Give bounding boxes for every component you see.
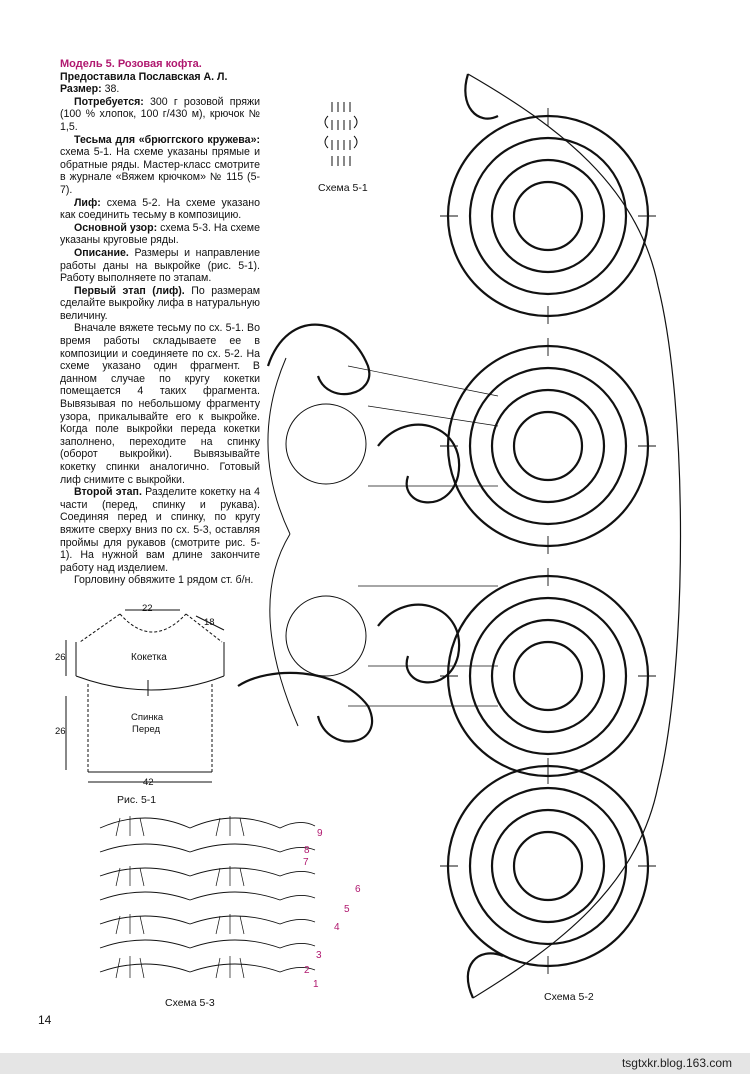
schema-5-3-diagram <box>90 808 320 990</box>
pattern-dim-side: 18 <box>204 617 215 628</box>
row-number: 5 <box>344 904 350 915</box>
pattern-dim-left-1: 26 <box>55 652 66 663</box>
pattern-dim-bottom: 42 <box>143 777 154 788</box>
tape-paragraph: Тесьма для «брюггского кружева»: схема 5-1. На схеме указаны прямые и обратные ряды. Мастер-класс смотрите в журнале «Вяжем крючком» № 115 (5-7). <box>60 133 260 196</box>
neckline-paragraph: Горловину обвяжите 1 рядом ст. б/н. <box>74 574 254 587</box>
bodice-paragraph: Лиф: схема 5-2. На схеме указано как соединить тесьму в композицию. <box>60 196 260 222</box>
row-number: 6 <box>355 884 361 895</box>
schema-5-2-label: Схема 5-2 <box>544 991 594 1003</box>
materials-paragraph: Потребуется: 300 г розовой пряжи (100 % хлопок, 100 г/430 м), крючок № 1,5. <box>60 95 260 133</box>
row-number: 4 <box>334 922 340 933</box>
pattern-dim-top: 22 <box>142 603 153 614</box>
schema-5-3-label: Схема 5-3 <box>165 997 215 1009</box>
pattern-dim-left-2: 26 <box>55 726 66 737</box>
size-line: Размер: 38. <box>60 83 120 96</box>
stage2-paragraph: Второй этап. Разделите кокетку на 4 части (перед, спинку и рукава). Соединяя перед и спинку, по кругу вяжите сверху вниз по сх. 5-3, оставляя проймы для рукавов (смотрите рис. 5-1). На нужной вам длине закончите работу над изделием. <box>60 486 260 574</box>
pattern-caption: Рис. 5-1 <box>117 794 157 806</box>
row-number: 7 <box>303 857 309 868</box>
pattern-back-label: Спинка <box>131 712 164 723</box>
pattern-yoke-label: Кокетка <box>131 652 167 663</box>
stage1-details: Вначале вяжете тесьму по сх. 5-1. Во время работы складываете ее в композиции и соединяете по сх. 5-2. На схеме указано один фрагмент. В данном случае по кругу кокетки помещается 4 таких фрагмента. Вывязывая по небольшому фрагменту узора, прикалывайте его к выкройке. Когда поле выкройки переда кокетки заполнено, переходите на спинку (оборот выкройки). Вывязывайте кокетку спинки аналогично. Готовый лиф снимите с выкройки. <box>60 322 260 486</box>
model-title: Модель 5. Розовая кофта. <box>60 58 202 70</box>
row-number: 8 <box>304 845 310 856</box>
row-number: 3 <box>316 950 322 961</box>
footer-url: tsgtxkr.blog.163.com <box>621 1056 732 1070</box>
description-paragraph: Описание. Размеры и направление работы даны на выкройке (рис. 5-1). Работу выполняете по этапам. <box>60 246 260 285</box>
author-line: Предоставила Пославская А. Л. <box>60 70 228 83</box>
row-number: 9 <box>317 828 323 839</box>
footer-bar <box>0 1053 750 1074</box>
stage1-paragraph: Первый этап (лиф). По размерам сделайте выкройку лифа в натуральную величину. <box>60 284 260 322</box>
row-number: 1 <box>313 979 319 990</box>
pattern-front-label: Перед <box>132 724 161 735</box>
page-number: 14 <box>38 1013 52 1027</box>
schema-5-1-label: Схема 5-1 <box>318 182 368 194</box>
row-number: 2 <box>304 965 310 976</box>
pattern-drawing <box>40 600 240 788</box>
main-pattern-paragraph: Основной узор: схема 5-3. На схеме указаны круговые ряды. <box>60 221 260 247</box>
